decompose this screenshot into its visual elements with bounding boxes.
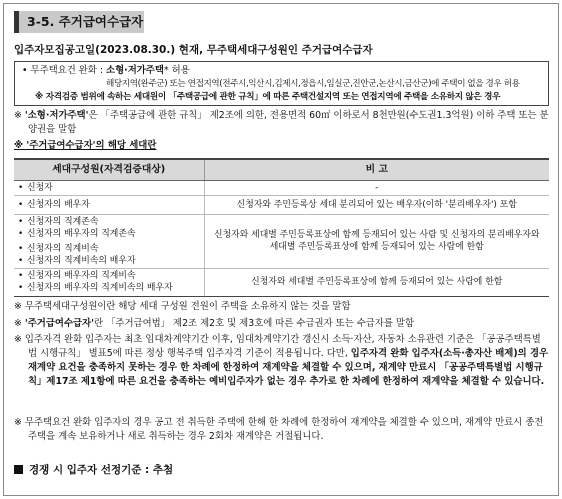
member-item: • 신청자의 배우자의 직계비속 [18,270,200,282]
table-row [14,214,549,268]
member-item: • 신청자 [18,182,200,194]
table-row [14,195,549,214]
table-cell-remark: 신청자와 세대별 주민등록표상에 함께 등재되어 있는 사람 및 신청자의 분리배우자와 세대별 주민등록표상에 함께 등재되어 있는 사람에 한함 [204,214,549,268]
eligibility-subhead: 입주자모집공고일(2023.08.30.) 현재, 무주택세대구성원인 주거급여수급자 [14,44,373,56]
table-cell-members [14,268,204,296]
square-bullet-icon [14,465,23,474]
table-cell-remark: 신청자와 세대별 주민등록표상에 함께 등재되어 있는 사람에 한함 [204,268,549,296]
box-line-1-bold: 소형·저가주택 [106,65,164,76]
box-line-1-prefix: • 무주택요건 완화 : [22,65,107,76]
note-renewal-house-requirement: ※ 무주택요건 완화 입주자의 경우 공고 전 취득한 주택에 한해 한 차례에 한정하여 재계약을 체결할 수 있으며, 재계약 만료시 종전 주택을 계속 보유하거나 새로 취득하는 경우 2회차 재계약은 거절됩니다. [14,417,544,442]
household-table [14,158,549,297]
member-item: • 신청자의 직계존속 [18,216,200,228]
box-line-1 [22,64,190,78]
note-body: ※ 입주자격 완화 입주자는 최초 임대차계약기간 이후, 임대차계약기간 갱신시 소득·자산, 자동차 소유관련 기준은 「공공주택특별법 시행규칙」 별표5에 따른 정상 행복주택 입주자격 기준이 적용됩니다. 다만, [14,334,541,360]
note-marker: ※ [14,318,25,329]
note-bold-body: 입주자격 완화 입주자(소득·총자산 배제)의 경우 재계약 요건을 충족하지 못하는 경우 한 차례에 한정하여 재계약을 체결할 수 있으며, 재계약 만료시 「공공주택특별법 시행규칙」제17조 제1항에 따른 요건을 충족하는 예비입주자가 없는 경우 추가로 한 차례에 한정하여 재계약을 체결할 수 있습니다. [28,348,549,388]
member-item: • 신청자의 배우자의 직계존속 [18,228,200,240]
table-row [14,268,549,296]
table-cell-remark: 신청자와 주민등록상 세대 분리되어 있는 배우자(이하 '분리배우자') 포함 [204,195,549,214]
note-renewal-relaxed [14,333,549,389]
table-cell-members [14,180,204,195]
housing-requirement-box [14,61,549,106]
table-row [14,180,549,195]
box-line-3: ※ 자격검증 범위에 속하는 세대원이 「주택공급에 관한 규칙」에 따른 주택건설지역 또는 연접지역에 주택을 소유하지 않은 경우 [35,92,501,102]
table-header-members: 세대구성원(자격검증대상) [14,159,204,180]
note-small-cheap-house [14,109,549,136]
note-household-heading: ※ '주거급여수급자'의 해당 세대란 [14,140,157,151]
table-header-row [14,159,549,180]
note-term: '소형·저가주택' [24,110,89,121]
table-header-remark: 비 고 [204,159,549,180]
note-body: 란 「주거급여법」 제2조 제2호 및 제3호에 따른 수급권자 또는 수급자를 말함 [93,318,415,329]
member-item: • 신청자의 배우자 [18,199,200,211]
note-housing-benefit-definition [14,317,549,331]
member-item: • 신청자의 직계비속 [18,243,200,255]
selection-criteria-label: 경쟁 시 입주자 선정기준 : 추첨 [29,464,174,476]
table-cell-remark: - [204,180,549,195]
section-title: 3-5. 주거급여수급자 [14,11,144,33]
member-item: • 신청자의 직계비속의 배우자 [18,255,200,267]
note-no-house-household: ※ 무주택세대구성원이란 해당 세대 구성원 전원이 주택을 소유하지 않는 것을 말함 [14,301,351,312]
note-marker: ※ [14,110,25,121]
box-line-1-suffix: * 허용 [163,65,190,76]
note-body: 은 「주택공급에 관한 규칙」 제2조에 의한, 전용면적 60㎡ 이하로서 8천만원(수도권1.3억원) 이하 주택 또는 분양권을 말함 [28,110,549,135]
table-cell-members [14,214,204,268]
box-line-2: 해당지역(완주군) 또는 연접지역(전주시,익산시,김제시,정읍시,임실군,진안군,논산시,금산군)에 주택이 없을 경우 허용 [106,79,520,89]
table-cell-members [14,195,204,214]
selection-criteria-heading [14,463,173,478]
member-item: • 신청자의 배우자의 직계비속의 배우자 [18,282,200,294]
note-term: '주거급여수급자' [24,318,94,329]
